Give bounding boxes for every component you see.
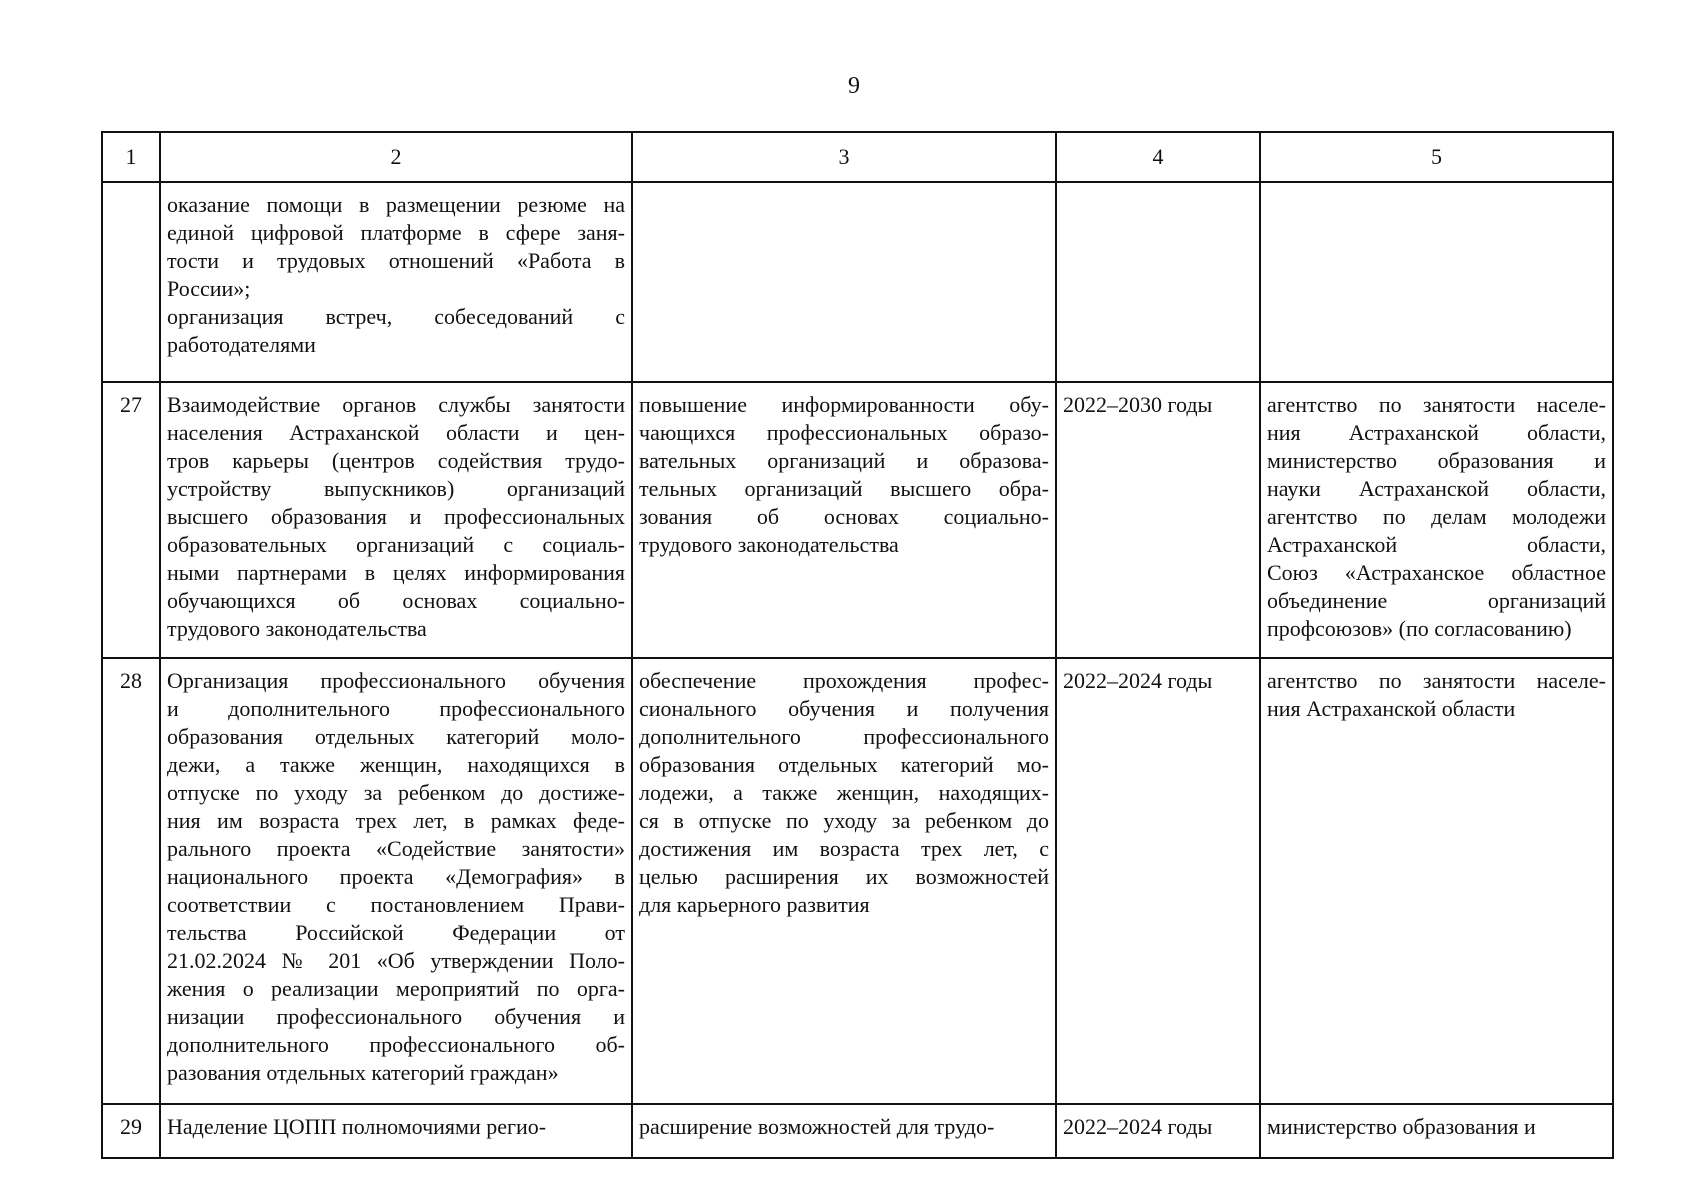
cell-line: достижения им возраста трех лет, с	[639, 836, 1049, 861]
table-cell-col2	[160, 382, 632, 658]
cell-line: Наделение ЦОПП полномочиями регио-	[167, 1114, 547, 1139]
cell-line: Организация профессионального обучения	[167, 668, 625, 693]
cell-line: для карьерного развития	[639, 892, 870, 917]
cell-line: работодателями	[167, 332, 316, 357]
table-cell-col5	[1260, 658, 1613, 1104]
cell-line: агентство по занятости населе-	[1267, 392, 1606, 417]
table-cell-col3	[632, 182, 1056, 382]
cell-line: тельных организаций высшего обра-	[639, 476, 1049, 501]
table-cell-col2	[160, 1104, 632, 1158]
cell-line: рального проекта «Содействие занятости»	[167, 836, 625, 861]
cell-line: дополнительного профессионального об-	[167, 1032, 625, 1057]
cell-line: организация встреч, собеседований с	[167, 304, 625, 329]
measures-table	[101, 131, 1614, 1159]
cell-line: министерство образования и	[1267, 448, 1606, 473]
cell-line: министерство образования и	[1267, 1114, 1536, 1139]
cell-line: России»;	[167, 276, 251, 301]
page-number: 9	[848, 73, 860, 99]
cell-line: науки Астраханской области,	[1267, 476, 1606, 501]
cell-line: населения Астраханской области и цен-	[167, 420, 625, 445]
cell-line: дежи, а также женщин, находящихся в	[167, 752, 625, 777]
cell-line: Астраханской области,	[1267, 532, 1606, 557]
row-number: 29	[102, 1104, 160, 1158]
cell-line: ния им возраста трех лет, в рамках феде-	[167, 808, 625, 833]
cell-line: зования об основах социально-	[639, 504, 1049, 529]
cell-line: соответствии с постановлением Прави-	[167, 892, 625, 917]
table-cell-col4	[1056, 182, 1260, 382]
cell-line: единой цифровой платформе в сфере заня-	[167, 220, 625, 245]
cell-line: целью расширения их возможностей	[639, 864, 1049, 889]
cell-line: чающихся профессиональных образо-	[639, 420, 1049, 445]
cell-line: профсоюзов» (по согласованию)	[1267, 616, 1572, 641]
cell-line: объединение организаций	[1267, 588, 1606, 613]
cell-line: расширение возможностей для трудо-	[639, 1114, 995, 1139]
table-row	[102, 382, 1613, 658]
cell-line: Взаимодействие органов службы занятости	[167, 392, 625, 417]
cell-line: трудового законодательства	[639, 532, 899, 557]
cell-line: ными партнерами в целях информирования	[167, 560, 625, 585]
cell-line: агентство по делам молодежи	[1267, 504, 1606, 529]
cell-line: образования отдельных категорий мо-	[639, 752, 1049, 777]
table-cell-col3	[632, 1104, 1056, 1158]
cell-line: повышение информированности обу-	[639, 392, 1049, 417]
cell-line: сионального обучения и получения	[639, 696, 1049, 721]
cell-line: высшего образования и профессиональных	[167, 504, 625, 529]
cell-line: трудового законодательства	[167, 616, 427, 641]
table-cell-col2	[160, 182, 632, 382]
cell-line: ся в отпуске по уходу за ребенком до	[639, 808, 1049, 833]
cell-line: лодежи, а также женщин, находящих-	[639, 780, 1049, 805]
cell-line: национального проекта «Демография» в	[167, 864, 625, 889]
cell-line: устройству выпускников) организаций	[167, 476, 625, 501]
table-cell-col5	[1260, 182, 1613, 382]
column-header: 5	[1260, 132, 1613, 182]
cell-line: 21.02.2024 № 201 «Об утверждении Поло-	[167, 948, 625, 973]
cell-line: вательных организаций и образова-	[639, 448, 1049, 473]
cell-line: обеспечение прохождения профес-	[639, 668, 1049, 693]
cell-line: и дополнительного профессионального	[167, 696, 625, 721]
row-number: 27	[102, 382, 160, 658]
table-cell-col3	[632, 658, 1056, 1104]
cell-line: тости и трудовых отношений «Работа в	[167, 248, 625, 273]
row-number: 28	[102, 658, 160, 1104]
column-header: 2	[160, 132, 632, 182]
table-cell-col4	[1056, 1104, 1260, 1158]
cell-line: оказание помощи в размещении резюме на	[167, 192, 625, 217]
cell-line: разования отдельных категорий граждан»	[167, 1060, 559, 1085]
table-cell-col4	[1056, 658, 1260, 1104]
cell-line: 2022–2024 годы	[1063, 668, 1213, 693]
table-row	[102, 658, 1613, 1104]
cell-line: ния Астраханской области	[1267, 696, 1516, 721]
table-cell-col5	[1260, 1104, 1613, 1158]
column-header: 1	[102, 132, 160, 182]
cell-line: дополнительного профессионального	[639, 724, 1049, 749]
table-header-row	[102, 132, 1613, 182]
cell-line: тельства Российской Федерации от	[167, 920, 625, 945]
row-number	[102, 182, 160, 382]
column-header: 3	[632, 132, 1056, 182]
table-row	[102, 182, 1613, 382]
table-cell-col4	[1056, 382, 1260, 658]
cell-line: отпуске по уходу за ребенком до достиже-	[167, 780, 625, 805]
cell-line: Союз «Астраханское областное	[1267, 560, 1606, 585]
cell-line: образовательных организаций с социаль-	[167, 532, 625, 557]
cell-line: 2022–2030 годы	[1063, 392, 1213, 417]
cell-line: низации профессионального обучения и	[167, 1004, 625, 1029]
cell-line: тров карьеры (центров содействия трудо-	[167, 448, 625, 473]
column-header: 4	[1056, 132, 1260, 182]
cell-line: обучающихся об основах социально-	[167, 588, 625, 613]
table-cell-col5	[1260, 382, 1613, 658]
cell-line: 2022–2024 годы	[1063, 1114, 1213, 1139]
table-cell-col2	[160, 658, 632, 1104]
cell-line: образования отдельных категорий моло-	[167, 724, 625, 749]
cell-line: ния Астраханской области,	[1267, 420, 1606, 445]
table-row	[102, 1104, 1613, 1158]
cell-line: жения о реализации мероприятий по орга-	[167, 976, 625, 1001]
cell-line: агентство по занятости населе-	[1267, 668, 1606, 693]
table-cell-col3	[632, 382, 1056, 658]
